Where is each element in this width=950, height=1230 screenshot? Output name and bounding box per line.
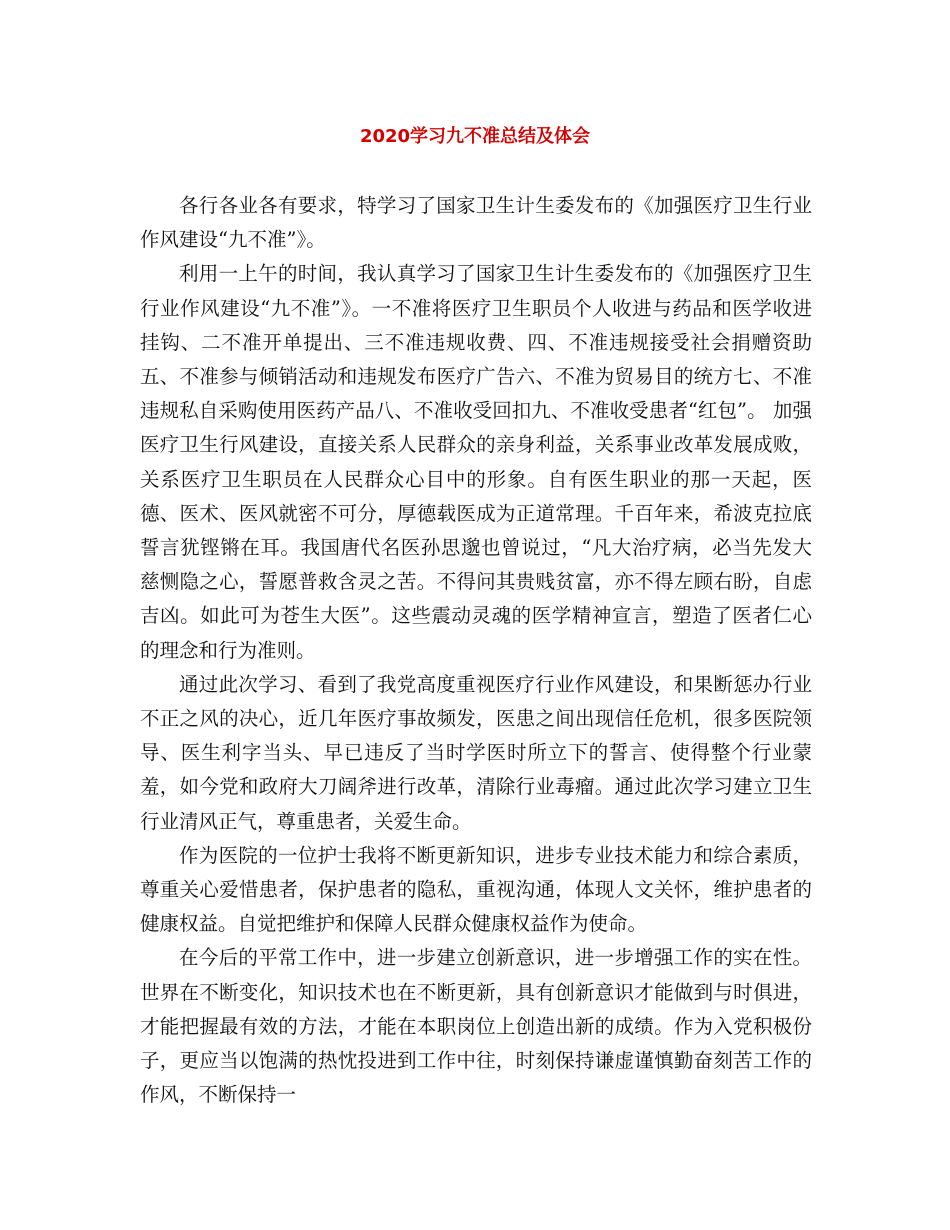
paragraph: 利用一上午的时间，我认真学习了国家卫生计生委发布的《加强医疗卫生行业作风建设“九不准”》。一不准将医疗卫生职员个人收进与药品和医学收进挂钩、二不准开单提出、三不准违规收费、四、不准违规接受社会捐赠资助五、不准参与倾销活动和违规发布医疗广告六、不准为贸易目的统方七、不准违规私自采购使用医药产品八、不准收受回扣九、不准收受患者“红包”。 加强医疗卫生行风建设，直接关系人民群众的亲身利益，关系事业改革发展成败，关系医疗卫生职员在人民群众心目中的形象。自有医生职业的那一天起，医德、医术、医风就密不可分，厚德载医成为正道常理。千百年来，希波克拉底誓言犹铿锵在耳。我国唐代名医孙思邈也曾说过，“凡大治疗病，必当先发大慈恻隐之心，誓愿普救含灵之苦。不得问其贵贱贫富，亦不得左顾右盼，自虑吉凶。如此可为苍生大医”。这些震动灵魂的医学精神宣言，塑造了医者仁心的理念和行为准则。 (140, 262, 812, 662)
paragraph: 在今后的平常工作中，进一步建立创新意识，进一步增强工作的实在性。世界在不断变化，知识技术也在不断更新，具有创新意识才能做到与时俱进，才能把握最有效的方法，才能在本职岗位上创造出新的成绩。作为入党积极份子，更应当以饱满的热忱投进到工作中往，时刻保持谦虚谨慎勤奋刻苦工作的作风，不断保持一 (140, 946, 812, 1107)
document-title: 2020学习九不准总结及体会 (359, 126, 591, 147)
paragraph: 通过此次学习、看到了我党高度重视医疗行业作风建设，和果断惩办行业不正之风的决心，近几年医疗事故频发，医患之间出现信任危机，很多医院领导、医生利字当头、早已违反了当时学医时所立下的誓言、使得整个行业蒙羞，如今党和政府大刀阔斧进行改革，清除行业毒瘤。通过此次学习建立卫生行业清风正气，尊重患者，关爱生命。 (140, 672, 812, 833)
paragraph: 作为医院的一位护士我将不断更新知识，进步专业技术能力和综合素质，尊重关心爱惜患者，保护患者的隐私，重视沟通，体现人文关怀，维护患者的健康权益。自觉把维护和保障人民群众健康权益作为使命。 (140, 843, 812, 936)
paragraph: 各行各业各有要求，特学习了国家卫生计生委发布的《加强医疗卫生行业作风建设“九不准”》。 (140, 194, 812, 252)
document-body (140, 189, 812, 1112)
